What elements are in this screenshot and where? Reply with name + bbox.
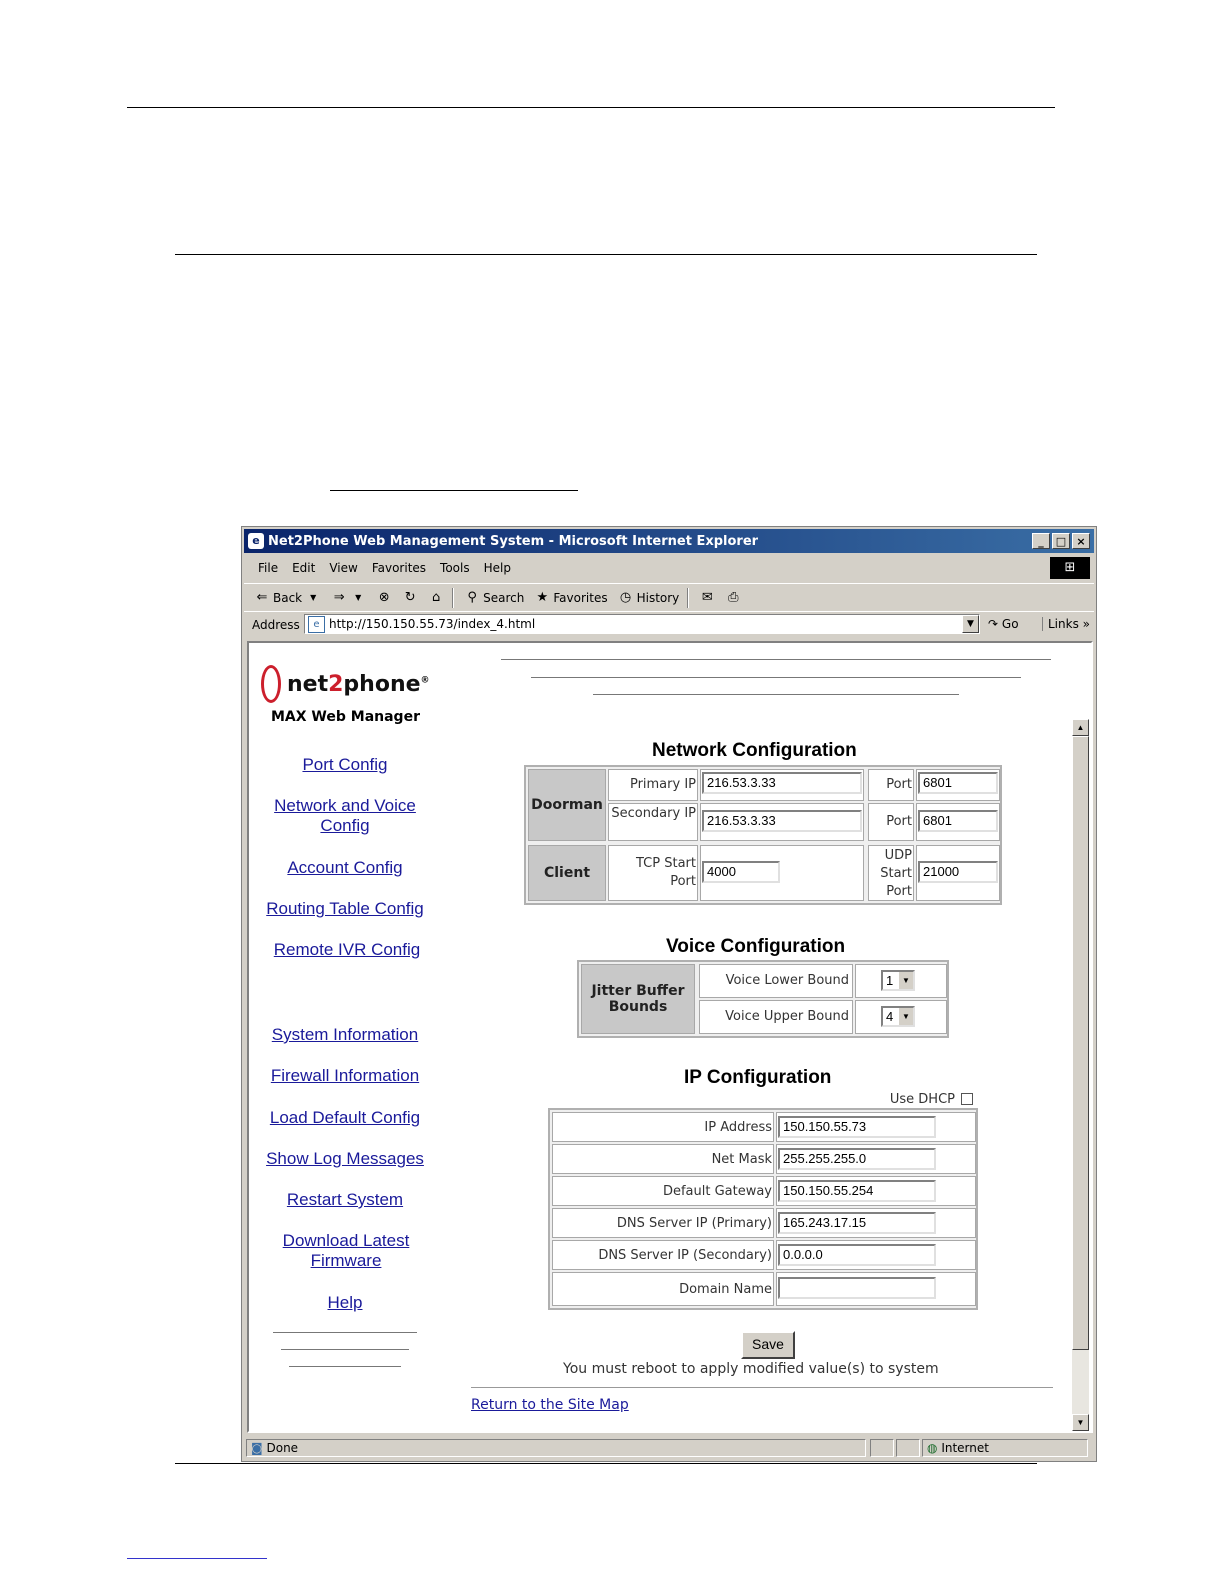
- menu-edit[interactable]: Edit: [292, 561, 316, 575]
- page-rule-second: [175, 254, 1037, 255]
- use-dhcp-label: Use DHCP: [889, 1092, 955, 1107]
- toolbar-separator: [687, 588, 689, 608]
- nav-rule: [273, 1332, 417, 1333]
- voice-lower-bound-select[interactable]: [881, 970, 915, 991]
- scroll-up-button[interactable]: ▲: [1072, 719, 1089, 736]
- status-text-cell: [246, 1439, 866, 1457]
- menu-view[interactable]: View: [329, 561, 358, 575]
- back-button[interactable]: [254, 590, 321, 606]
- primary-port-label: Port: [886, 777, 912, 792]
- net2phone-logo: [261, 665, 430, 703]
- maximize-button[interactable]: □: [1052, 533, 1070, 549]
- page-done-icon: ◙: [251, 1441, 263, 1455]
- nav-remote-ivr-config[interactable]: Remote IVR Config: [273, 940, 421, 959]
- net-mask-label: Net Mask: [711, 1152, 772, 1167]
- vertical-scrollbar[interactable]: [1072, 719, 1089, 1431]
- window-controls: [1032, 533, 1090, 549]
- address-input[interactable]: [304, 614, 980, 634]
- menu-help[interactable]: Help: [483, 561, 511, 575]
- voice-lower-bound-value: 1: [886, 973, 894, 988]
- footer-rule: [471, 1387, 1053, 1388]
- voice-upper-bound-label: Voice Upper Bound: [725, 1009, 849, 1024]
- search-icon: ⚲: [467, 590, 477, 605]
- home-icon: ⌂: [432, 590, 441, 605]
- back-label: Back: [273, 591, 303, 605]
- reboot-note: You must reboot to apply modified value(s) to system: [563, 1361, 939, 1377]
- refresh-icon: ↻: [404, 590, 416, 605]
- minimize-button[interactable]: _: [1032, 533, 1050, 549]
- secondary-port-label: Port: [886, 814, 912, 829]
- address-bar: [244, 611, 1094, 638]
- ip-address-label: IP Address: [704, 1120, 772, 1135]
- doorman-label: Doorman: [528, 769, 606, 841]
- scroll-down-button[interactable]: ▼: [1072, 1414, 1089, 1431]
- close-button[interactable]: ×: [1072, 533, 1090, 549]
- mail-icon: ✉: [701, 590, 713, 605]
- zone-label: Internet: [941, 1441, 989, 1455]
- voice-upper-bound-value: 4: [886, 1009, 894, 1024]
- status-bar: [244, 1437, 1094, 1459]
- logo-subtitle: MAX Web Manager: [271, 709, 420, 725]
- nav-help[interactable]: Help: [327, 1293, 363, 1312]
- chevron-down-icon: ▼: [899, 972, 913, 989]
- chevron-right-icon: »: [1082, 617, 1090, 631]
- page-rule-bottom: [175, 1463, 1037, 1464]
- status-cell-blank: [896, 1439, 920, 1457]
- search-button[interactable]: [464, 590, 524, 606]
- search-label: Search: [483, 591, 525, 605]
- network-config-table: [524, 765, 1002, 905]
- logo-swirl-icon: [261, 665, 281, 703]
- history-button[interactable]: [618, 590, 680, 606]
- nav-show-log-messages[interactable]: Show Log Messages: [266, 1149, 424, 1168]
- page-icon: e: [308, 616, 325, 633]
- ip-config-table: [548, 1108, 978, 1310]
- mail-button[interactable]: [699, 590, 715, 606]
- voice-lower-bound-label: Voice Lower Bound: [725, 973, 849, 988]
- go-button[interactable]: [988, 617, 1019, 631]
- menu-tools[interactable]: Tools: [440, 561, 470, 575]
- page-content: [247, 641, 1093, 1433]
- history-icon: ◷: [619, 590, 632, 605]
- address-label: Address: [252, 618, 300, 632]
- nav-network-voice-config[interactable]: Network and Voice Config: [274, 796, 416, 835]
- dns-secondary-input[interactable]: 0.0.0.0: [778, 1244, 936, 1266]
- udp-start-port-input[interactable]: 21000: [918, 861, 998, 883]
- domain-name-label: Domain Name: [679, 1282, 772, 1297]
- ip-address-input[interactable]: 150.150.55.73: [778, 1116, 936, 1138]
- print-icon: ⎙: [728, 590, 739, 605]
- address-dropdown-button[interactable]: ▼: [962, 615, 979, 633]
- windows-logo-icon: ⊞: [1050, 557, 1090, 579]
- footnote-rule: [127, 1558, 267, 1559]
- ie-icon: e: [248, 533, 264, 549]
- voice-config-table: [577, 960, 949, 1038]
- status-text: Done: [266, 1441, 299, 1455]
- network-config-title: Network Configuration: [652, 740, 857, 761]
- globe-icon: ◍: [927, 1441, 938, 1455]
- header-rule: [501, 659, 1051, 660]
- go-arrow-icon: ↷: [988, 617, 999, 631]
- links-label: Links: [1048, 617, 1079, 631]
- logo-wordmark: net2phone®: [287, 671, 430, 697]
- nav-rule: [281, 1349, 409, 1350]
- nav-restart-system[interactable]: Restart System: [286, 1190, 404, 1209]
- nav-rule: [289, 1366, 401, 1367]
- primary-port-input[interactable]: 6801: [918, 772, 998, 794]
- voice-config-title: Voice Configuration: [666, 936, 846, 957]
- favorites-icon: ★: [536, 590, 549, 605]
- scroll-thumb[interactable]: [1072, 736, 1089, 1350]
- chevron-down-icon: ▼: [310, 593, 317, 602]
- use-dhcp-checkbox[interactable]: [961, 1093, 973, 1105]
- chevron-down-icon: ▼: [355, 593, 362, 602]
- chevron-down-icon: ▼: [899, 1008, 913, 1025]
- return-site-map-link[interactable]: Return to the Site Map: [471, 1397, 629, 1413]
- header-rule: [531, 677, 1021, 678]
- tcp-start-port-label: TCP Start Port: [636, 856, 696, 889]
- save-button[interactable]: Save: [741, 1331, 795, 1359]
- forward-arrow-icon: ⇒: [333, 590, 345, 605]
- default-gateway-input[interactable]: 150.150.55.254: [778, 1180, 936, 1202]
- secondary-port-input[interactable]: 6801: [918, 810, 998, 832]
- tcp-start-port-input[interactable]: 4000: [702, 861, 780, 883]
- dns-primary-input[interactable]: 165.243.17.15: [778, 1212, 936, 1234]
- dns-secondary-label: DNS Server IP (Secondary): [598, 1248, 772, 1263]
- home-button[interactable]: [428, 590, 444, 606]
- client-label: Client: [528, 845, 606, 901]
- nav-system-information[interactable]: System Information: [271, 1025, 419, 1044]
- standard-toolbar: [244, 583, 1094, 612]
- title-bar: [244, 529, 1094, 553]
- forward-button[interactable]: [331, 590, 366, 606]
- favorites-label: Favorites: [553, 591, 608, 605]
- primary-ip-label: Primary IP: [629, 777, 696, 792]
- stop-icon: ⊗: [378, 590, 390, 605]
- ip-config-title: IP Configuration: [684, 1067, 832, 1088]
- page-rule-short: [330, 490, 578, 491]
- browser-window: [241, 526, 1097, 1462]
- nav-firewall-information[interactable]: Firewall Information: [270, 1066, 420, 1085]
- print-button[interactable]: [725, 590, 741, 606]
- header-rule: [593, 694, 959, 695]
- primary-ip-input[interactable]: 216.53.3.33: [702, 772, 862, 794]
- menu-favorites[interactable]: Favorites: [371, 561, 427, 575]
- zone-cell: [922, 1439, 1088, 1457]
- back-arrow-icon: ⇐: [256, 590, 268, 605]
- dns-primary-label: DNS Server IP (Primary): [616, 1216, 772, 1231]
- menu-file[interactable]: File: [258, 561, 279, 575]
- net-mask-input[interactable]: 255.255.255.0: [778, 1148, 936, 1170]
- nav-load-default-config[interactable]: Load Default Config: [269, 1108, 421, 1127]
- page-rule-top: [127, 107, 1055, 108]
- default-gateway-label: Default Gateway: [662, 1184, 772, 1199]
- nav-download-latest-firmware[interactable]: Download Latest Firmware: [282, 1231, 410, 1270]
- go-label: Go: [1001, 617, 1019, 631]
- nav-port-config[interactable]: Port Config: [302, 755, 388, 774]
- menu-bar: [244, 555, 1094, 581]
- history-label: History: [636, 591, 680, 605]
- toolbar-separator: [452, 588, 454, 608]
- domain-name-input[interactable]: [778, 1277, 936, 1299]
- window-title: Net2Phone Web Management System - Microsoft Internet Explorer: [268, 533, 759, 549]
- secondary-ip-input[interactable]: 216.53.3.33: [702, 810, 862, 832]
- address-url: http://150.150.55.73/index_4.html: [329, 617, 536, 631]
- favorites-button[interactable]: [534, 590, 607, 606]
- nav-routing-table-config[interactable]: Routing Table Config: [266, 899, 424, 918]
- voice-upper-bound-select[interactable]: [881, 1006, 915, 1027]
- refresh-button[interactable]: [402, 590, 418, 606]
- status-cell-blank: [870, 1439, 894, 1457]
- jitter-buffer-label: Jitter Buffer Bounds: [581, 964, 695, 1034]
- udp-start-port-label: UDP Start Port: [880, 848, 912, 899]
- secondary-ip-label: Secondary IP: [611, 806, 696, 821]
- nav-account-config[interactable]: Account Config: [287, 858, 403, 877]
- links-button[interactable]: [1042, 617, 1090, 631]
- stop-button[interactable]: [376, 590, 392, 606]
